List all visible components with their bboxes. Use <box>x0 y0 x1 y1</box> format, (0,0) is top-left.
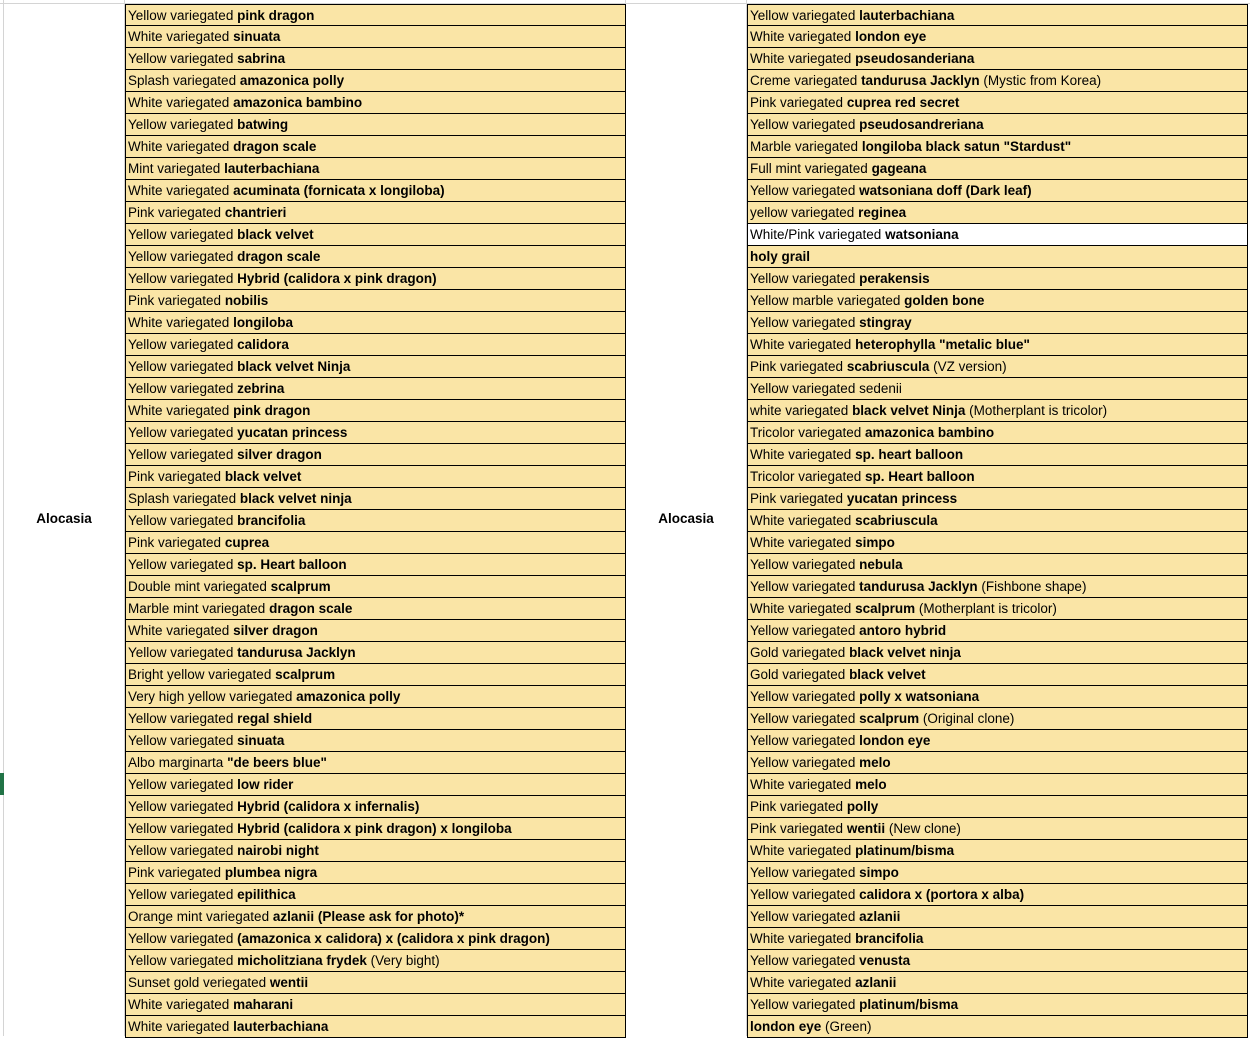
variety-cell[interactable] <box>747 290 1248 312</box>
variety-name: longiloba <box>233 315 294 330</box>
variety-prefix: White variegated <box>750 601 856 616</box>
variety-prefix: Pink variegated <box>750 359 847 374</box>
variety-cell[interactable] <box>747 862 1248 884</box>
variety-prefix: Pink variegated <box>750 95 847 110</box>
variety-prefix: Yellow variegated <box>128 271 238 286</box>
variety-name: amazonica polly <box>296 689 401 704</box>
variety-cell[interactable] <box>125 928 626 950</box>
variety-cell[interactable] <box>125 884 626 906</box>
variety-name: scalprum <box>270 579 331 594</box>
variety-cell[interactable] <box>125 862 626 884</box>
variety-cell[interactable] <box>125 224 626 246</box>
variety-cell[interactable] <box>125 378 626 400</box>
variety-prefix: Yellow variegated <box>750 953 860 968</box>
variety-note: (Fishbone shape) <box>977 579 1087 594</box>
variety-name: black velvet ninja <box>239 491 352 506</box>
variety-cell[interactable] <box>125 246 626 268</box>
variety-prefix: Yellow variegated <box>128 8 238 23</box>
variety-prefix: Yellow variegated <box>750 711 860 726</box>
variety-name: golden bone <box>904 293 985 308</box>
variety-name: scabriuscula <box>846 359 930 374</box>
variety-name: batwing <box>237 117 289 132</box>
variety-name: azlanii (Please ask for photo)* <box>272 909 465 924</box>
variety-cell[interactable] <box>747 48 1248 70</box>
variety-name: black velvet <box>224 469 302 484</box>
variety-prefix: Pink variegated <box>128 535 225 550</box>
variety-name: brancifolia <box>855 931 924 946</box>
variety-note: (Mystic from Korea) <box>979 73 1102 88</box>
variety-name: venusta <box>859 953 911 968</box>
variety-prefix: Pink variegated <box>128 293 225 308</box>
variety-column-right <box>747 4 1248 1038</box>
variety-cell[interactable] <box>125 334 626 356</box>
variety-prefix: Mint variegated <box>128 161 225 176</box>
row-selection-marker <box>0 773 4 795</box>
variety-cell[interactable] <box>747 642 1248 664</box>
variety-prefix: Yellow variegated <box>750 579 860 594</box>
variety-name: melo <box>859 755 891 770</box>
variety-prefix: White variegated <box>750 975 856 990</box>
variety-prefix: Yellow variegated <box>128 799 238 814</box>
variety-cell[interactable] <box>125 92 626 114</box>
variety-cell[interactable] <box>747 224 1248 246</box>
variety-cell[interactable] <box>125 510 626 532</box>
variety-cell[interactable] <box>747 972 1248 994</box>
variety-prefix: Yellow variegated <box>128 227 238 242</box>
variety-prefix: White variegated <box>750 843 856 858</box>
variety-name: azlanii <box>859 909 901 924</box>
variety-cell[interactable] <box>125 818 626 840</box>
variety-name: (amazonica x calidora) x (calidora x pink dragon) <box>237 931 550 946</box>
variety-name: platinum/bisma <box>859 997 959 1012</box>
variety-cell[interactable] <box>747 730 1248 752</box>
variety-name: black velvet <box>849 667 926 682</box>
variety-prefix: Bright yellow variegated <box>128 667 276 682</box>
variety-name: watsoniana <box>885 227 959 242</box>
variety-name: dragon scale <box>269 601 353 616</box>
variety-prefix: Yellow variegated <box>750 887 860 902</box>
variety-prefix: Yellow variegated <box>128 733 238 748</box>
variety-cell[interactable] <box>747 598 1248 620</box>
variety-prefix: Yellow variegated <box>128 887 238 902</box>
variety-name: pink dragon <box>233 403 311 418</box>
variety-prefix: Yellow variegated <box>750 8 860 23</box>
variety-name: plumbea nigra <box>224 865 318 880</box>
variety-cell[interactable] <box>747 312 1248 334</box>
variety-cell[interactable] <box>125 444 626 466</box>
variety-name: brancifolia <box>237 513 306 528</box>
variety-prefix: Pink variegated <box>128 469 225 484</box>
genus-label-right[interactable]: Alocasia <box>658 511 714 526</box>
variety-cell[interactable] <box>747 576 1248 598</box>
variety-prefix: Sunset gold veriegated <box>128 975 270 990</box>
variety-prefix: Gold variegated <box>750 667 850 682</box>
variety-prefix: white variegated <box>750 403 853 418</box>
variety-prefix: White variegated <box>750 51 856 66</box>
variety-name: nobilis <box>224 293 269 308</box>
variety-name: low rider <box>237 777 294 792</box>
variety-cell[interactable] <box>747 158 1248 180</box>
variety-cell[interactable] <box>747 950 1248 972</box>
variety-cell[interactable] <box>125 906 626 928</box>
variety-prefix: White variegated <box>128 623 234 638</box>
variety-name: wentii <box>269 975 309 990</box>
variety-name: scalprum <box>275 667 336 682</box>
variety-name: black velvet Ninja <box>237 359 351 374</box>
variety-prefix: Yellow variegated <box>750 557 860 572</box>
variety-prefix: White variegated <box>750 337 856 352</box>
variety-prefix: Yellow variegated <box>128 51 238 66</box>
variety-name: epilithica <box>237 887 296 902</box>
variety-prefix: White variegated <box>750 931 856 946</box>
variety-name: gageana <box>871 161 927 176</box>
variety-name: calidora x (portora x alba) <box>859 887 1025 902</box>
variety-prefix: Yellow variegated <box>750 865 860 880</box>
variety-prefix: White variegated <box>128 95 234 110</box>
variety-name: calidora <box>237 337 289 352</box>
variety-cell[interactable] <box>125 48 626 70</box>
variety-prefix: Yellow variegated <box>128 931 238 946</box>
variety-prefix: White variegated <box>128 183 234 198</box>
variety-cell[interactable] <box>747 268 1248 290</box>
variety-cell[interactable] <box>125 972 626 994</box>
variety-cell[interactable] <box>125 620 626 642</box>
variety-cell[interactable] <box>125 268 626 290</box>
variety-name: platinum/bisma <box>855 843 955 858</box>
variety-cell[interactable] <box>747 356 1248 378</box>
variety-cell[interactable] <box>747 400 1248 422</box>
variety-name: black velvet Ninja <box>852 403 966 418</box>
variety-cell[interactable] <box>125 840 626 862</box>
variety-cell[interactable] <box>125 312 626 334</box>
variety-name: simpo <box>859 865 899 880</box>
variety-cell[interactable] <box>125 466 626 488</box>
variety-name: antoro hybrid <box>859 623 947 638</box>
variety-name: yucatan princess <box>846 491 958 506</box>
variety-name: simpo <box>855 535 895 550</box>
variety-name: pink dragon <box>237 8 315 23</box>
variety-name: acuminata (fornicata x longiloba) <box>233 183 445 198</box>
variety-cell[interactable] <box>747 1016 1248 1038</box>
variety-cell[interactable] <box>125 576 626 598</box>
variety-name: nairobi night <box>237 843 319 858</box>
variety-cell[interactable] <box>125 180 626 202</box>
variety-cell[interactable] <box>747 752 1248 774</box>
variety-name: sinuata <box>233 29 281 44</box>
variety-name: azlanii <box>855 975 897 990</box>
variety-prefix: Very high yellow variegated <box>128 689 297 704</box>
variety-prefix: Yellow variegated <box>128 843 238 858</box>
variety-prefix: Marble mint variegated <box>128 601 270 616</box>
variety-prefix: Creme variegated <box>750 73 862 88</box>
variety-prefix: Yellow variegated <box>750 623 860 638</box>
variety-note: (New clone) <box>885 821 961 836</box>
variety-cell[interactable] <box>747 554 1248 576</box>
variety-cell[interactable] <box>125 950 626 972</box>
variety-name: cuprea red secret <box>846 95 960 110</box>
variety-name: london eye <box>855 29 927 44</box>
variety-name: amazonica bambino <box>233 95 363 110</box>
variety-name: "de beers blue" <box>227 755 327 770</box>
variety-cell[interactable] <box>125 774 626 796</box>
variety-prefix: Yellow variegated <box>128 117 238 132</box>
variety-cell[interactable] <box>747 334 1248 356</box>
variety-name: polly x watsoniana <box>859 689 980 704</box>
variety-prefix: Full mint variegated <box>750 161 872 176</box>
variety-prefix: yellow variegated <box>750 205 859 220</box>
variety-prefix: Yellow variegated <box>750 733 860 748</box>
variety-cell[interactable] <box>125 730 626 752</box>
variety-name: stingray <box>859 315 912 330</box>
variety-cell[interactable] <box>125 664 626 686</box>
variety-name: lauterbachiana <box>859 8 955 23</box>
variety-cell[interactable] <box>125 290 626 312</box>
variety-note: (Motherplant is tricolor) <box>965 403 1108 418</box>
variety-prefix: White variegated <box>128 139 234 154</box>
variety-prefix: Splash variegated <box>128 491 240 506</box>
variety-name: maharani <box>233 997 294 1012</box>
variety-name: scalprum <box>855 601 916 616</box>
variety-cell[interactable] <box>747 774 1248 796</box>
variety-prefix: Yellow variegated <box>128 557 238 572</box>
variety-name: sp. heart balloon <box>855 447 964 462</box>
variety-prefix: White variegated <box>750 447 856 462</box>
variety-prefix: White variegated <box>128 403 234 418</box>
variety-name: yucatan princess <box>237 425 348 440</box>
variety-prefix: Yellow variegated <box>128 337 238 352</box>
genus-label-left[interactable]: Alocasia <box>36 511 92 526</box>
variety-note: (Green) <box>821 1019 872 1034</box>
variety-cell[interactable] <box>747 114 1248 136</box>
variety-prefix: Yellow variegated <box>128 359 238 374</box>
variety-cell[interactable] <box>125 356 626 378</box>
variety-prefix: Yellow variegated <box>128 953 238 968</box>
variety-cell[interactable] <box>747 378 1248 400</box>
variety-name: dragon scale <box>237 249 321 264</box>
variety-cell[interactable] <box>125 400 626 422</box>
variety-prefix: Pink variegated <box>750 799 847 814</box>
variety-cell[interactable] <box>747 180 1248 202</box>
variety-name: reginea <box>858 205 907 220</box>
variety-name: zebrina <box>237 381 285 396</box>
variety-cell[interactable] <box>125 136 626 158</box>
variety-cell[interactable] <box>747 994 1248 1016</box>
variety-cell[interactable] <box>747 510 1248 532</box>
variety-name: sp. Heart balloon <box>237 557 347 572</box>
variety-cell[interactable] <box>747 4 1248 26</box>
variety-note: (Original clone) <box>919 711 1015 726</box>
variety-cell[interactable] <box>747 92 1248 114</box>
variety-cell[interactable] <box>747 708 1248 730</box>
variety-cell[interactable] <box>747 686 1248 708</box>
variety-prefix: Yellow variegated <box>750 689 860 704</box>
variety-name: tandurusa Jacklyn <box>859 579 978 594</box>
variety-prefix: Orange mint variegated <box>128 909 273 924</box>
variety-cell[interactable] <box>747 906 1248 928</box>
variety-name: tandurusa Jacklyn <box>861 73 980 88</box>
variety-prefix: White variegated <box>750 777 856 792</box>
variety-cell[interactable] <box>125 70 626 92</box>
variety-name: black velvet <box>237 227 314 242</box>
variety-name: amazonica bambino <box>865 425 995 440</box>
variety-cell[interactable] <box>747 620 1248 642</box>
variety-cell[interactable] <box>125 554 626 576</box>
variety-prefix: Pink variegated <box>750 491 847 506</box>
variety-prefix: Albo marginarta <box>128 755 228 770</box>
variety-prefix: Yellow marble variegated <box>750 293 905 308</box>
variety-prefix: Yellow variegated <box>128 513 238 528</box>
variety-prefix: Marble variegated <box>750 139 862 154</box>
variety-name: cuprea <box>224 535 270 550</box>
variety-prefix: Yellow variegated <box>750 183 860 198</box>
variety-prefix: White variegated <box>750 29 856 44</box>
variety-name: pseudosanderiana <box>855 51 975 66</box>
variety-name: sinuata <box>237 733 285 748</box>
variety-prefix: Yellow variegated <box>750 117 860 132</box>
variety-cell[interactable] <box>747 796 1248 818</box>
variety-prefix: Yellow variegated <box>128 777 238 792</box>
variety-cell[interactable] <box>125 26 626 48</box>
variety-prefix: White variegated <box>750 513 856 528</box>
variety-cell[interactable] <box>125 642 626 664</box>
variety-prefix: Yellow variegated <box>750 315 860 330</box>
variety-prefix: Double mint variegated <box>128 579 271 594</box>
variety-name: melo <box>855 777 887 792</box>
variety-cell[interactable] <box>125 708 626 730</box>
variety-name: Hybrid (calidora x infernalis) <box>237 799 420 814</box>
variety-cell[interactable] <box>125 422 626 444</box>
variety-note: (Motherplant is tricolor) <box>915 601 1057 616</box>
variety-cell[interactable] <box>125 114 626 136</box>
variety-name: sabrina <box>237 51 286 66</box>
variety-cell[interactable] <box>125 488 626 510</box>
variety-prefix: Yellow variegated <box>750 997 860 1012</box>
variety-cell[interactable] <box>747 444 1248 466</box>
variety-name: lauterbachiana <box>233 1019 329 1034</box>
variety-cell[interactable] <box>747 532 1248 554</box>
variety-cell[interactable] <box>747 928 1248 950</box>
variety-prefix: Yellow variegated <box>750 381 860 396</box>
variety-cell[interactable] <box>747 70 1248 92</box>
variety-name: perakensis <box>859 271 930 286</box>
variety-prefix: White variegated <box>128 29 234 44</box>
variety-column-left <box>125 4 626 1038</box>
variety-cell[interactable] <box>747 818 1248 840</box>
variety-cell[interactable] <box>747 136 1248 158</box>
variety-name: scabriuscula <box>855 513 938 528</box>
variety-cell[interactable] <box>125 532 626 554</box>
variety-cell[interactable] <box>125 796 626 818</box>
variety-name: polly <box>846 799 879 814</box>
variety-prefix: Yellow variegated <box>128 447 238 462</box>
variety-name: dragon scale <box>233 139 317 154</box>
variety-name: regal shield <box>237 711 313 726</box>
variety-cell[interactable] <box>747 422 1248 444</box>
variety-prefix: White/Pink variegated <box>750 227 886 242</box>
variety-name: micholitziana frydek <box>237 953 367 968</box>
variety-prefix: Yellow variegated <box>128 821 238 836</box>
variety-cell[interactable] <box>125 752 626 774</box>
variety-name: heterophylla "metalic blue" <box>855 337 1030 352</box>
variety-prefix: Splash variegated <box>128 73 240 88</box>
variety-name: wentii <box>846 821 886 836</box>
variety-cell[interactable] <box>125 202 626 224</box>
variety-name: silver dragon <box>237 447 322 462</box>
variety-prefix: Tricolor variegated <box>750 469 866 484</box>
variety-name: chantrieri <box>224 205 287 220</box>
variety-cell[interactable] <box>125 158 626 180</box>
variety-cell[interactable] <box>125 686 626 708</box>
variety-prefix: Yellow variegated <box>750 271 860 286</box>
variety-prefix: White variegated <box>750 535 856 550</box>
variety-prefix: Yellow variegated <box>128 711 238 726</box>
variety-prefix: Yellow variegated <box>750 755 860 770</box>
variety-prefix: White variegated <box>128 315 234 330</box>
variety-name: pseudosandreriana <box>859 117 984 132</box>
variety-name: longiloba black satun "Stardust" <box>861 139 1072 154</box>
variety-prefix: Yellow variegated <box>128 425 238 440</box>
variety-prefix: Pink variegated <box>128 205 225 220</box>
variety-name: sp. Heart balloon <box>865 469 975 484</box>
variety-name: tandurusa Jacklyn <box>237 645 356 660</box>
variety-cell[interactable] <box>747 466 1248 488</box>
variety-prefix: White variegated <box>128 997 234 1012</box>
variety-name: holy grail <box>750 249 811 264</box>
variety-cell[interactable] <box>747 488 1248 510</box>
variety-name: lauterbachiana <box>224 161 320 176</box>
variety-name: black velvet ninja <box>849 645 961 660</box>
variety-note: sedenii <box>859 381 902 396</box>
variety-prefix: Yellow variegated <box>128 381 238 396</box>
variety-note: (Very bight) <box>366 953 440 968</box>
variety-name: watsoniana doff (Dark leaf) <box>859 183 1032 198</box>
variety-cell[interactable] <box>747 664 1248 686</box>
variety-name: silver dragon <box>233 623 318 638</box>
variety-name: Hybrid (calidora x pink dragon) <box>237 271 437 286</box>
variety-name: nebula <box>859 557 903 572</box>
variety-cell[interactable] <box>747 246 1248 268</box>
variety-cell[interactable] <box>125 1016 626 1038</box>
variety-cell[interactable] <box>747 884 1248 906</box>
variety-cell[interactable] <box>125 994 626 1016</box>
variety-cell[interactable] <box>747 840 1248 862</box>
variety-note: (VZ version) <box>929 359 1007 374</box>
variety-prefix: Yellow variegated <box>128 645 238 660</box>
variety-cell[interactable] <box>747 26 1248 48</box>
variety-prefix: Tricolor variegated <box>750 425 866 440</box>
variety-name: amazonica polly <box>239 73 345 88</box>
variety-name: scalprum <box>859 711 920 726</box>
variety-name: Hybrid (calidora x pink dragon) x longiloba <box>237 821 512 836</box>
variety-cell[interactable] <box>125 4 626 26</box>
variety-prefix: Yellow variegated <box>128 249 238 264</box>
variety-cell[interactable] <box>747 202 1248 224</box>
variety-name: london eye <box>750 1019 822 1034</box>
variety-prefix: Gold variegated <box>750 645 850 660</box>
variety-cell[interactable] <box>125 598 626 620</box>
variety-prefix: Pink variegated <box>128 865 225 880</box>
variety-prefix: White variegated <box>128 1019 234 1034</box>
variety-name: london eye <box>859 733 931 748</box>
variety-prefix: Pink variegated <box>750 821 847 836</box>
variety-prefix: Yellow variegated <box>750 909 860 924</box>
